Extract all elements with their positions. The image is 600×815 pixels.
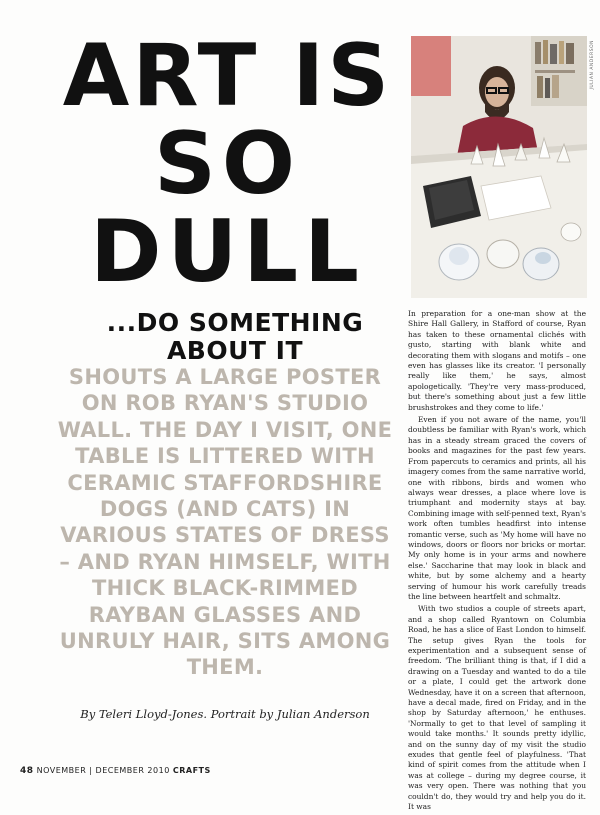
- headline: [60, 26, 395, 302]
- page-number: 48: [20, 766, 34, 776]
- portrait-illustration: [411, 36, 587, 298]
- body-paragraph-3: With two studios a couple of streets apart, and a shop called Ryantown on Columbia Road, he has a slice of East London to himself. The setup gives Ryan the tools for experimentation and a subsequent sense of freedom. 'The brilliant thing is that, if I did a drawing on a Tuesday and wanted to do a tile or a plate, I could get the artwork done Wednesday, have it on a screen that afternoon, have a decal made, fired on Friday, and in the shop by Saturday afternoon,' he enthuses. 'Normally to get to that level of sampling it would take months.' It sounds pretty idyllic, and on the sunny day of my visit the studio exudes that gentle feel of playfulness. 'That kind of spirit comes from the attitude when I was at college – during my degree course, it was very open. There was nothing that you couldn't do, they would try and help you do it. It was: [408, 604, 586, 812]
- photo-credit: JULIAN ANDERSON: [590, 40, 595, 90]
- byline: By Teleri Lloyd-Jones. Portrait by Julian Anderson: [80, 707, 370, 721]
- article-body: [408, 309, 586, 815]
- issue-date: NOVEMBER | DECEMBER 2010: [36, 766, 170, 775]
- magazine-name: CRAFTS: [172, 766, 211, 775]
- body-paragraph-2: Even if you not aware of the name, you'll doubtless be familiar with Ryan's work, which has in a steady stream graced the covers of books and magazines for the past few years. From papercuts to ceramics and prints, all his imagery comes from the same narrative world, one with ribbons, birds and women who always wear dresses, a place where love is triumphant and modernity stays at bay. Combining image with self-penned text, Ryan's work often tumbles headfirst into intense romantic verse, such as 'My home will have no windows, doors or floors nor bricks or mortar. My only home is in your arms and nowhere else.' Saccharine that may look in black and white, but by some alchemy and a hearty serving of humour his work carefully treads the line between heartfelt and schmaltz.: [408, 415, 586, 601]
- portrait-photo: [411, 36, 587, 298]
- subheadline-line-1: ...DO SOMETHING: [106, 308, 364, 337]
- subheadline: [95, 309, 375, 365]
- page-footer: [20, 766, 211, 776]
- headline-line-3: DULL: [90, 202, 365, 302]
- body-paragraph-1: In preparation for a one-man show at the Shire Hall Gallery, in Stafford of course, Ryan has taken to these ornamental clichés with gusto, starting with blank white and decorating them with slogans and motifs – one even has glasses like its creator. 'I personally really like them,' he says, almost apologetically. 'They're very mass-produced, but there's something about just a few little brushstrokes and they come to life.': [408, 309, 586, 412]
- subheadline-line-2: ABOUT IT: [166, 336, 304, 365]
- standfirst: SHOUTS A LARGE POSTER ON ROB RYAN'S STUDIO WALL. THE DAY I VISIT, ONE TABLE IS LITTERED WITH CERAMIC STAFFORDSHIRE DOGS (AND CATS) IN VARIOUS STATES OF DRESS – AND RYAN HIMSELF, WITH THICK BLACK-RIMMED RAYBAN GLASSES AND UNRULY HAIR, SITS AMONG THEM.: [57, 365, 393, 680]
- headline-line-1: ART IS: [62, 26, 393, 126]
- headline-line-2: SO: [153, 114, 302, 214]
